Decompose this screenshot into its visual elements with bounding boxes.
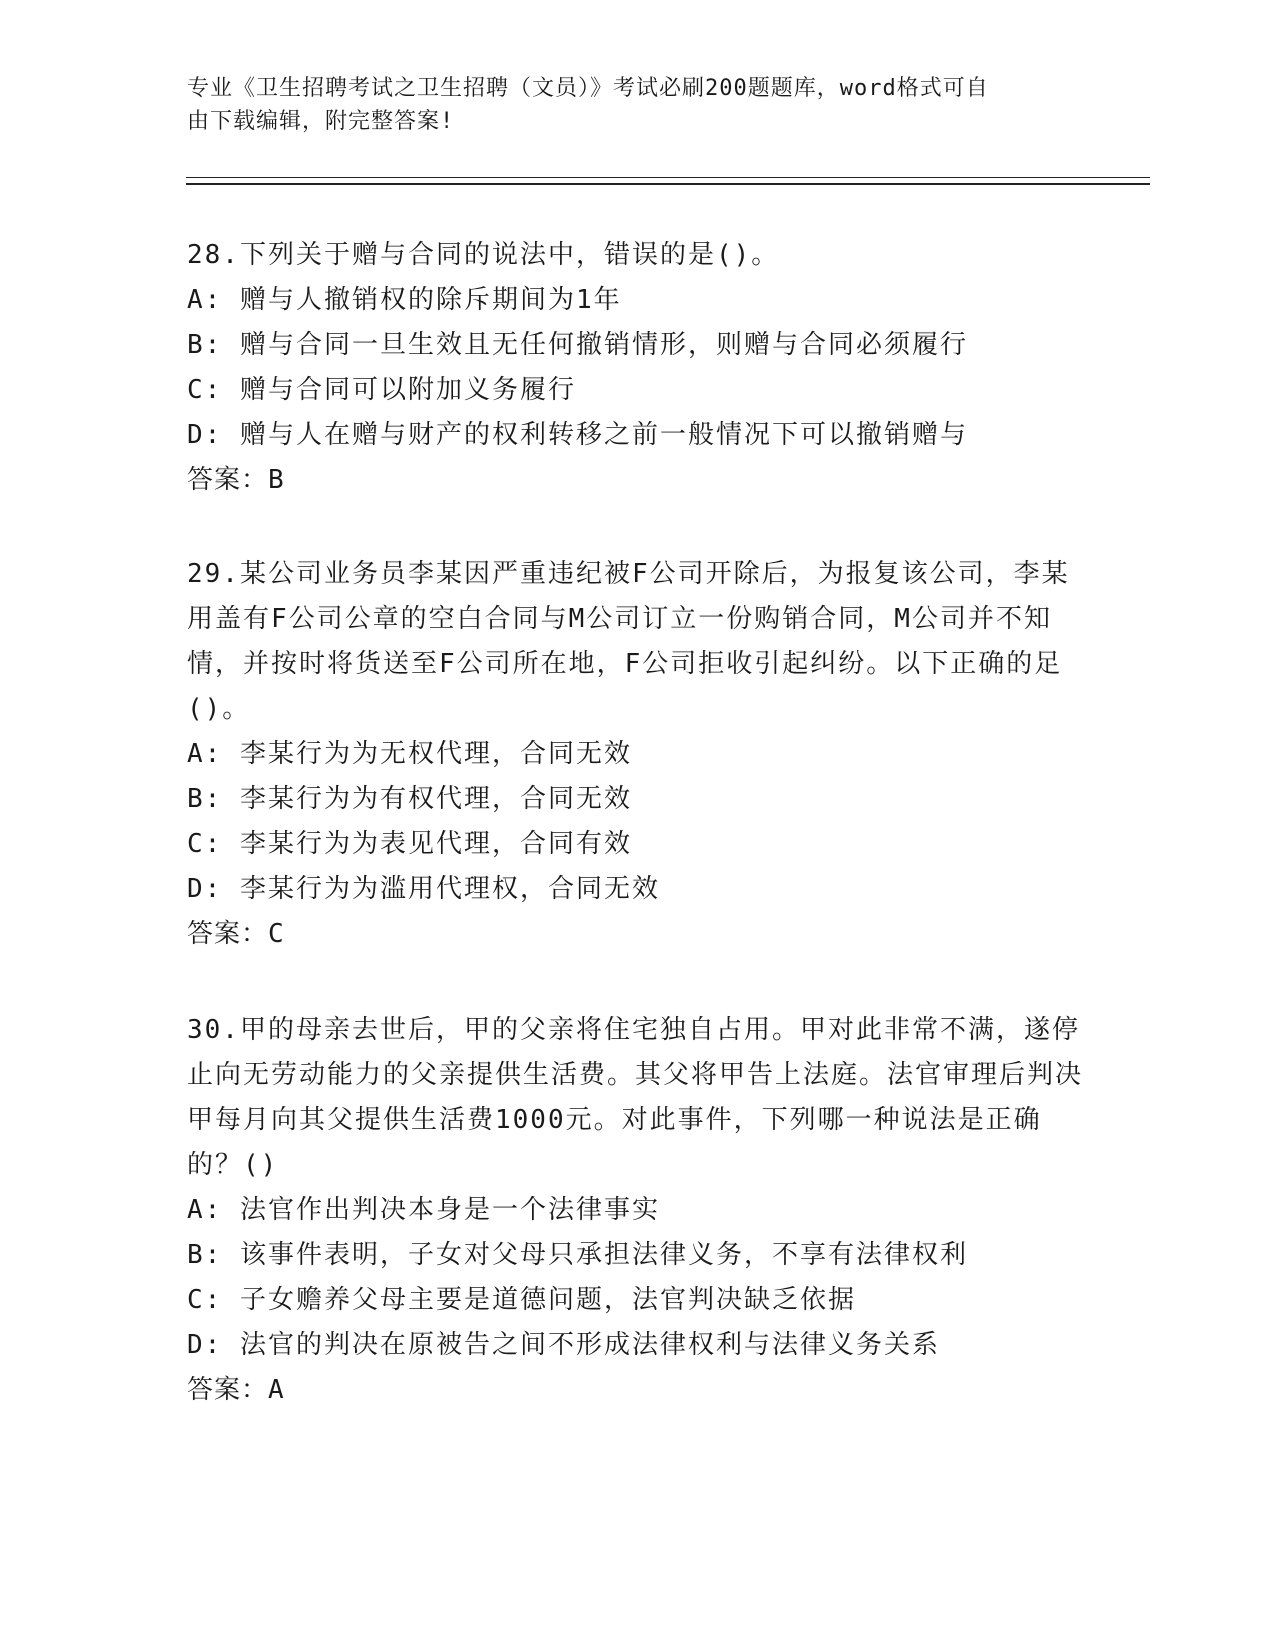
option-c: C: 子女赡养父母主要是道德问题，法官判决缺乏依据 bbox=[187, 1285, 856, 1315]
option-b: B: 该事件表明，子女对父母只承担法律义务，不享有法律权利 bbox=[187, 1240, 968, 1270]
option-c: C: 赠与合同可以附加义务履行 bbox=[187, 375, 576, 405]
header-line-1: 专业《卫生招聘考试之卫生招聘（文员）》考试必刷200题题库，word格式可自 bbox=[187, 76, 989, 101]
option-c: C: 李某行为为表见代理，合同有效 bbox=[187, 829, 632, 859]
question-28 bbox=[187, 233, 1087, 503]
question-stem: 30.甲的母亲去世后，甲的父亲将住宅独自占用。甲对此非常不满，遂停止向无劳动能力的父亲提供生活费。其父将甲告上法庭。法官审理后判决甲每月向其父提供生活费1000元。对此事件，下列哪一种说法是正确的？() bbox=[187, 1015, 1084, 1180]
question-stem: 28.下列关于赠与合同的说法中，错误的是()。 bbox=[187, 240, 780, 270]
header-divider-thick bbox=[186, 183, 1150, 185]
question-30 bbox=[187, 1008, 1087, 1413]
question-29 bbox=[187, 552, 1087, 957]
option-d: D: 李某行为为滥用代理权，合同无效 bbox=[187, 874, 660, 904]
option-b: B: 李某行为为有权代理，合同无效 bbox=[187, 784, 632, 814]
header-line-2: 由下载编辑，附完整答案! bbox=[187, 109, 455, 134]
option-d: D: 法官的判决在原被告之间不形成法律权利与法律义务关系 bbox=[187, 1330, 940, 1360]
document-header bbox=[187, 72, 1067, 138]
answer: 答案：A bbox=[187, 1375, 285, 1405]
option-a: A: 法官作出判决本身是一个法律事实 bbox=[187, 1195, 660, 1225]
header-divider-thin bbox=[186, 177, 1150, 178]
option-d: D: 赠与人在赠与财产的权利转移之前一般情况下可以撤销赠与 bbox=[187, 420, 968, 450]
option-a: A: 李某行为为无权代理，合同无效 bbox=[187, 739, 632, 769]
question-stem: 29.某公司业务员李某因严重违纪被F公司开除后，为报复该公司，李某用盖有F公司公章的空白合同与M公司订立一份购销合同，M公司并不知情，并按时将货送至F公司所在地，F公司拒收引起纠纷。以下正确的足()。 bbox=[187, 559, 1070, 724]
option-b: B: 赠与合同一旦生效且无任何撤销情形，则赠与合同必须履行 bbox=[187, 330, 968, 360]
option-a: A: 赠与人撤销权的除斥期间为1年 bbox=[187, 285, 622, 315]
answer: 答案：C bbox=[187, 919, 285, 949]
answer: 答案：B bbox=[187, 465, 285, 495]
